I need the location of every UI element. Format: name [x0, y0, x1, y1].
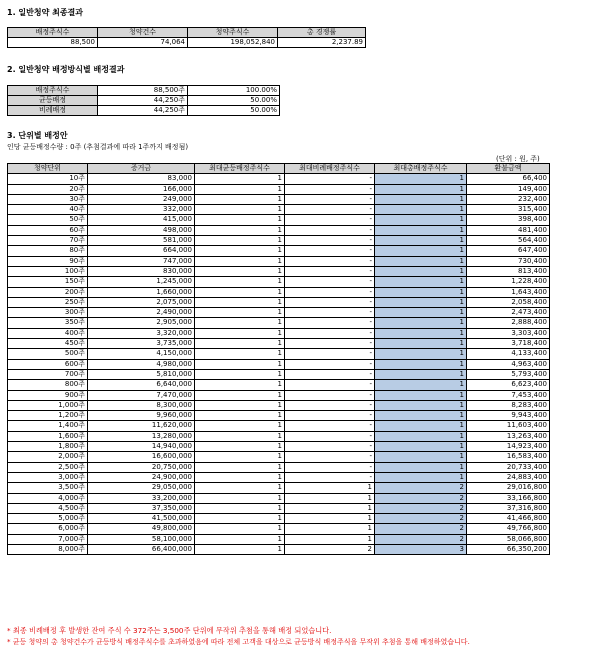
max-proportional-cell: - — [285, 215, 375, 225]
table-row — [8, 287, 550, 297]
table-row — [8, 215, 550, 225]
table-row — [8, 411, 550, 421]
deposit-cell: 83,000 — [88, 174, 195, 184]
max-total-cell: 1 — [375, 349, 467, 359]
refund-cell: 5,793,400 — [467, 369, 550, 379]
max-equal-cell: 1 — [195, 411, 285, 421]
max-total-cell: 1 — [375, 462, 467, 472]
table-row — [8, 390, 550, 400]
table-row — [8, 246, 550, 256]
deposit-cell: 6,640,000 — [88, 380, 195, 390]
refund-cell: 4,133,400 — [467, 349, 550, 359]
max-equal-cell: 1 — [195, 421, 285, 431]
max-total-cell: 1 — [375, 380, 467, 390]
max-equal-cell: 1 — [195, 236, 285, 246]
max-equal-cell: 1 — [195, 442, 285, 452]
method-shares: 44,250주 — [98, 106, 188, 116]
deposit-cell: 14,940,000 — [88, 442, 195, 452]
deposit-cell: 1,245,000 — [88, 277, 195, 287]
deposit-cell: 747,000 — [88, 256, 195, 266]
method-label: 배정주식수 — [8, 86, 98, 96]
max-equal-cell: 1 — [195, 215, 285, 225]
max-equal-cell: 1 — [195, 318, 285, 328]
max-total-cell: 1 — [375, 400, 467, 410]
deposit-cell: 4,980,000 — [88, 359, 195, 369]
table-row — [8, 359, 550, 369]
refund-cell: 3,718,400 — [467, 339, 550, 349]
table-row — [8, 380, 550, 390]
section2-title: 2. 일반청약 배정방식별 배정결과 — [7, 65, 125, 74]
unit-cell: 100주 — [8, 266, 88, 276]
max-proportional-cell: - — [285, 205, 375, 215]
deposit-cell: 33,200,000 — [88, 493, 195, 503]
deposit-cell: 2,905,000 — [88, 318, 195, 328]
unit-cell: 150주 — [8, 277, 88, 287]
max-total-cell: 2 — [375, 483, 467, 493]
header-allocated-shares: 배정주식수 — [8, 28, 98, 38]
max-equal-cell: 1 — [195, 184, 285, 194]
deposit-cell: 3,320,000 — [88, 328, 195, 338]
table-row — [8, 472, 550, 482]
max-total-cell: 2 — [375, 534, 467, 544]
max-equal-cell: 1 — [195, 534, 285, 544]
max-proportional-cell: - — [285, 194, 375, 204]
deposit-cell: 1,660,000 — [88, 287, 195, 297]
table-row — [8, 236, 550, 246]
table-row — [8, 256, 550, 266]
table-row — [8, 328, 550, 338]
table-row — [8, 349, 550, 359]
max-total-cell: 1 — [375, 339, 467, 349]
table-row — [8, 514, 550, 524]
max-equal-cell: 1 — [195, 297, 285, 307]
table-row — [8, 339, 550, 349]
max-equal-cell: 1 — [195, 544, 285, 554]
refund-cell: 813,400 — [467, 266, 550, 276]
max-equal-cell: 1 — [195, 256, 285, 266]
unit-cell: 1,200주 — [8, 411, 88, 421]
unit-cell: 80주 — [8, 246, 88, 256]
max-proportional-cell: 1 — [285, 483, 375, 493]
unit-cell: 5,000주 — [8, 514, 88, 524]
max-total-cell: 1 — [375, 369, 467, 379]
max-equal-cell: 1 — [195, 390, 285, 400]
max-equal-cell: 1 — [195, 246, 285, 256]
method-pct: 50.00% — [188, 106, 280, 116]
deposit-cell: 9,960,000 — [88, 411, 195, 421]
unit-cell: 50주 — [8, 215, 88, 225]
max-total-cell: 1 — [375, 452, 467, 462]
deposit-cell: 13,280,000 — [88, 431, 195, 441]
refund-cell: 24,883,400 — [467, 472, 550, 482]
method-pct: 100.00% — [188, 86, 280, 96]
max-total-cell: 1 — [375, 308, 467, 318]
max-proportional-cell: - — [285, 339, 375, 349]
table-row — [8, 462, 550, 472]
deposit-cell: 3,735,000 — [88, 339, 195, 349]
max-proportional-cell: - — [285, 411, 375, 421]
deposit-cell: 166,000 — [88, 184, 195, 194]
unit-cell: 3,000주 — [8, 472, 88, 482]
max-proportional-cell: - — [285, 400, 375, 410]
unit-cell: 500주 — [8, 349, 88, 359]
max-equal-cell: 1 — [195, 524, 285, 534]
deposit-cell: 664,000 — [88, 246, 195, 256]
max-equal-cell: 1 — [195, 472, 285, 482]
value-competition-rate: 2,237.89 — [278, 38, 366, 48]
max-proportional-cell: - — [285, 452, 375, 462]
value-allocated-shares: 88,500 — [8, 38, 98, 48]
unit-cell: 1,400주 — [8, 421, 88, 431]
max-total-cell: 1 — [375, 421, 467, 431]
max-proportional-cell: - — [285, 174, 375, 184]
max-total-cell: 1 — [375, 215, 467, 225]
max-proportional-cell: - — [285, 184, 375, 194]
max-total-cell: 1 — [375, 205, 467, 215]
method-label: 비례배정 — [8, 106, 98, 116]
deposit-cell: 7,470,000 — [88, 390, 195, 400]
max-proportional-cell: - — [285, 256, 375, 266]
max-proportional-cell: 1 — [285, 514, 375, 524]
unit-cell: 450주 — [8, 339, 88, 349]
max-proportional-cell: - — [285, 318, 375, 328]
unit-cell: 1,000주 — [8, 400, 88, 410]
deposit-cell: 37,350,000 — [88, 503, 195, 513]
max-proportional-cell: - — [285, 380, 375, 390]
unit-cell: 2,500주 — [8, 462, 88, 472]
header-deposit: 증거금 — [88, 164, 195, 174]
max-equal-cell: 1 — [195, 493, 285, 503]
unit-cell: 2,000주 — [8, 452, 88, 462]
refund-cell: 41,466,800 — [467, 514, 550, 524]
deposit-cell: 249,000 — [88, 194, 195, 204]
max-equal-cell: 1 — [195, 349, 285, 359]
max-proportional-cell: - — [285, 266, 375, 276]
max-proportional-cell: - — [285, 236, 375, 246]
deposit-cell: 2,490,000 — [88, 308, 195, 318]
max-equal-cell: 1 — [195, 205, 285, 215]
max-equal-cell: 1 — [195, 277, 285, 287]
table-row — [8, 442, 550, 452]
unit-cell: 1,600주 — [8, 431, 88, 441]
unit-cell: 400주 — [8, 328, 88, 338]
max-total-cell: 2 — [375, 524, 467, 534]
max-equal-cell: 1 — [195, 380, 285, 390]
refund-cell: 647,400 — [467, 246, 550, 256]
section3-subtitle: 인당 균등배정수량 : 0주 (추첨결과에 따라 1주까지 배정됨) — [7, 143, 189, 151]
max-equal-cell: 1 — [195, 514, 285, 524]
max-total-cell: 1 — [375, 277, 467, 287]
max-proportional-cell: - — [285, 287, 375, 297]
header-competition-rate: 총 경쟁률 — [278, 28, 366, 38]
table-row — [8, 184, 550, 194]
unit-label: (단위 : 원, 주) — [496, 155, 540, 163]
table-row — [8, 400, 550, 410]
max-total-cell: 1 — [375, 318, 467, 328]
max-total-cell: 3 — [375, 544, 467, 554]
table-row — [8, 225, 550, 235]
deposit-cell: 58,100,000 — [88, 534, 195, 544]
refund-cell: 730,400 — [467, 256, 550, 266]
max-total-cell: 1 — [375, 225, 467, 235]
max-equal-cell: 1 — [195, 308, 285, 318]
deposit-cell: 66,400,000 — [88, 544, 195, 554]
header-applied-shares: 청약주식수 — [188, 28, 278, 38]
max-total-cell: 1 — [375, 287, 467, 297]
max-proportional-cell: 1 — [285, 524, 375, 534]
refund-cell: 398,400 — [467, 215, 550, 225]
method-label: 균등배정 — [8, 96, 98, 106]
deposit-cell: 498,000 — [88, 225, 195, 235]
refund-cell: 33,166,800 — [467, 493, 550, 503]
unit-cell: 200주 — [8, 287, 88, 297]
header-max-equal: 최대균등배정주식수 — [195, 164, 285, 174]
max-proportional-cell: - — [285, 328, 375, 338]
unit-cell: 10주 — [8, 174, 88, 184]
header-unit: 청약단위 — [8, 164, 88, 174]
refund-cell: 2,888,400 — [467, 318, 550, 328]
refund-cell: 1,228,400 — [467, 277, 550, 287]
unit-cell: 900주 — [8, 390, 88, 400]
table-row — [8, 205, 550, 215]
max-proportional-cell: - — [285, 359, 375, 369]
max-proportional-cell: - — [285, 442, 375, 452]
deposit-cell: 830,000 — [88, 266, 195, 276]
deposit-cell: 11,620,000 — [88, 421, 195, 431]
max-total-cell: 1 — [375, 174, 467, 184]
max-equal-cell: 1 — [195, 359, 285, 369]
max-proportional-cell: - — [285, 369, 375, 379]
unit-cell: 300주 — [8, 308, 88, 318]
unit-cell: 6,000주 — [8, 524, 88, 534]
max-total-cell: 1 — [375, 472, 467, 482]
refund-cell: 7,453,400 — [467, 390, 550, 400]
unit-cell: 4,000주 — [8, 493, 88, 503]
table-row — [8, 544, 550, 554]
deposit-cell: 415,000 — [88, 215, 195, 225]
deposit-cell: 41,500,000 — [88, 514, 195, 524]
table-row — [8, 421, 550, 431]
table-row — [8, 308, 550, 318]
max-equal-cell: 1 — [195, 266, 285, 276]
refund-cell: 58,066,800 — [467, 534, 550, 544]
max-total-cell: 1 — [375, 236, 467, 246]
value-application-count: 74,064 — [98, 38, 188, 48]
refund-cell: 6,623,400 — [467, 380, 550, 390]
deposit-cell: 5,810,000 — [88, 369, 195, 379]
max-proportional-cell: 1 — [285, 534, 375, 544]
max-equal-cell: 1 — [195, 452, 285, 462]
max-equal-cell: 1 — [195, 483, 285, 493]
unit-cell: 7,000주 — [8, 534, 88, 544]
unit-cell: 4,500주 — [8, 503, 88, 513]
max-total-cell: 2 — [375, 493, 467, 503]
max-proportional-cell: - — [285, 349, 375, 359]
deposit-cell: 2,075,000 — [88, 297, 195, 307]
unit-cell: 20주 — [8, 184, 88, 194]
max-total-cell: 1 — [375, 194, 467, 204]
max-equal-cell: 1 — [195, 503, 285, 513]
refund-cell: 16,583,400 — [467, 452, 550, 462]
allocation-method-table — [7, 85, 280, 116]
deposit-cell: 20,750,000 — [88, 462, 195, 472]
max-total-cell: 1 — [375, 359, 467, 369]
table-row — [8, 503, 550, 513]
unit-cell: 8,000주 — [8, 544, 88, 554]
unit-cell: 90주 — [8, 256, 88, 266]
max-equal-cell: 1 — [195, 225, 285, 235]
max-total-cell: 1 — [375, 256, 467, 266]
refund-cell: 37,316,800 — [467, 503, 550, 513]
max-equal-cell: 1 — [195, 174, 285, 184]
note-remaining-shares: * 최종 비례배정 후 발생한 잔여 주식 수 372주는 3,500주 단위에 무작위 추첨을 통해 배정 되었습니다. — [7, 626, 332, 635]
max-proportional-cell: - — [285, 462, 375, 472]
max-equal-cell: 1 — [195, 400, 285, 410]
table-row — [8, 452, 550, 462]
unit-cell: 60주 — [8, 225, 88, 235]
refund-cell: 8,283,400 — [467, 400, 550, 410]
unit-cell: 600주 — [8, 359, 88, 369]
refund-cell: 481,400 — [467, 225, 550, 235]
max-total-cell: 1 — [375, 431, 467, 441]
max-equal-cell: 1 — [195, 339, 285, 349]
table-row — [8, 174, 550, 184]
table-row — [8, 297, 550, 307]
max-proportional-cell: - — [285, 421, 375, 431]
unit-cell: 350주 — [8, 318, 88, 328]
unit-cell: 40주 — [8, 205, 88, 215]
refund-cell: 315,400 — [467, 205, 550, 215]
max-total-cell: 1 — [375, 390, 467, 400]
refund-cell: 2,473,400 — [467, 308, 550, 318]
max-proportional-cell: 1 — [285, 493, 375, 503]
max-proportional-cell: - — [285, 297, 375, 307]
table-row — [8, 534, 550, 544]
max-total-cell: 1 — [375, 328, 467, 338]
method-pct: 50.00% — [188, 96, 280, 106]
deposit-cell: 24,900,000 — [88, 472, 195, 482]
unit-cell: 800주 — [8, 380, 88, 390]
table-row — [8, 369, 550, 379]
unit-cell: 70주 — [8, 236, 88, 246]
table-row — [8, 318, 550, 328]
refund-cell: 3,303,400 — [467, 328, 550, 338]
max-total-cell: 1 — [375, 442, 467, 452]
deposit-cell: 8,300,000 — [88, 400, 195, 410]
table-row — [8, 277, 550, 287]
final-result-table — [7, 27, 366, 48]
header-max-total: 최대총배정주식수 — [375, 164, 467, 174]
refund-cell: 14,923,400 — [467, 442, 550, 452]
unit-cell: 30주 — [8, 194, 88, 204]
section1-title: 1. 일반청약 최종결과 — [7, 8, 83, 17]
refund-cell: 13,263,400 — [467, 431, 550, 441]
max-proportional-cell: - — [285, 246, 375, 256]
max-equal-cell: 1 — [195, 194, 285, 204]
method-shares: 88,500주 — [98, 86, 188, 96]
max-total-cell: 1 — [375, 297, 467, 307]
max-total-cell: 1 — [375, 246, 467, 256]
max-proportional-cell: - — [285, 308, 375, 318]
header-refund: 환불금액 — [467, 164, 550, 174]
refund-cell: 29,016,800 — [467, 483, 550, 493]
table-row — [8, 483, 550, 493]
max-total-cell: 2 — [375, 514, 467, 524]
max-proportional-cell: - — [285, 431, 375, 441]
refund-cell: 4,963,400 — [467, 359, 550, 369]
deposit-cell: 4,150,000 — [88, 349, 195, 359]
header-application-count: 청약건수 — [98, 28, 188, 38]
table-row — [8, 493, 550, 503]
table-row — [8, 266, 550, 276]
refund-cell: 2,058,400 — [467, 297, 550, 307]
max-total-cell: 2 — [375, 503, 467, 513]
max-proportional-cell: 1 — [285, 503, 375, 513]
refund-cell: 66,400 — [467, 174, 550, 184]
deposit-cell: 332,000 — [88, 205, 195, 215]
unit-cell: 3,500주 — [8, 483, 88, 493]
deposit-cell: 581,000 — [88, 236, 195, 246]
max-equal-cell: 1 — [195, 328, 285, 338]
deposit-cell: 29,050,000 — [88, 483, 195, 493]
header-max-proportional: 최대비례배정주식수 — [285, 164, 375, 174]
note-lottery: * 균등 청약의 총 청약건수가 균등방식 배정주식수를 초과하였음에 따라 전체 고객을 대상으로 균등방식 배정주식을 무작위 추첨을 통해 배정하였습니다. — [7, 638, 470, 646]
deposit-cell: 16,600,000 — [88, 452, 195, 462]
deposit-cell: 49,800,000 — [88, 524, 195, 534]
section3-title: 3. 단위별 배정안 — [7, 131, 68, 140]
max-total-cell: 1 — [375, 184, 467, 194]
refund-cell: 232,400 — [467, 194, 550, 204]
refund-cell: 66,350,200 — [467, 544, 550, 554]
refund-cell: 11,603,400 — [467, 421, 550, 431]
max-proportional-cell: - — [285, 390, 375, 400]
refund-cell: 564,400 — [467, 236, 550, 246]
max-equal-cell: 1 — [195, 462, 285, 472]
max-equal-cell: 1 — [195, 287, 285, 297]
max-equal-cell: 1 — [195, 431, 285, 441]
method-shares: 44,250주 — [98, 96, 188, 106]
max-equal-cell: 1 — [195, 369, 285, 379]
max-proportional-cell: - — [285, 225, 375, 235]
max-proportional-cell: - — [285, 277, 375, 287]
refund-cell: 20,733,400 — [467, 462, 550, 472]
unit-allocation-table — [7, 163, 550, 555]
unit-cell: 250주 — [8, 297, 88, 307]
refund-cell: 149,400 — [467, 184, 550, 194]
max-total-cell: 1 — [375, 411, 467, 421]
table-row — [8, 194, 550, 204]
unit-cell: 700주 — [8, 369, 88, 379]
max-proportional-cell: - — [285, 472, 375, 482]
refund-cell: 9,943,400 — [467, 411, 550, 421]
max-proportional-cell: 2 — [285, 544, 375, 554]
refund-cell: 49,766,800 — [467, 524, 550, 534]
value-applied-shares: 198,052,840 — [188, 38, 278, 48]
table-row — [8, 524, 550, 534]
unit-cell: 1,800주 — [8, 442, 88, 452]
max-total-cell: 1 — [375, 266, 467, 276]
refund-cell: 1,643,400 — [467, 287, 550, 297]
table-row — [8, 431, 550, 441]
